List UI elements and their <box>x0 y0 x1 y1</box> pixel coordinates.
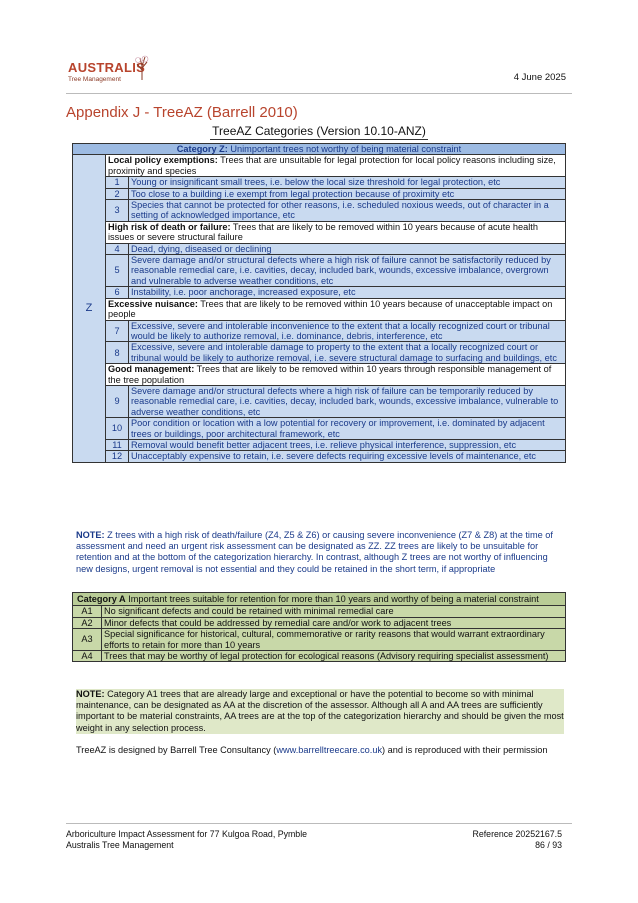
table-row <box>73 451 566 462</box>
document-date: 4 June 2025 <box>513 72 566 83</box>
category-a-text: Important trees suitable for retention for more than 10 years and worthy of being a material constraint <box>125 594 539 604</box>
category-z-header <box>73 144 566 155</box>
footer-left <box>66 829 307 851</box>
item-description: Instability, i.e. poor anchorage, increased exposure, etc <box>129 287 566 298</box>
item-description: Removal would benefit better adjacent trees, i.e. relieve physical interference, suppression, etc <box>129 439 566 450</box>
group-excessive-nuisance: Excessive nuisance: Trees that are likely to be removed within 10 years because of unacceptable impact on people <box>106 298 566 320</box>
group-header-row <box>73 298 566 320</box>
item-number: A2 <box>73 617 102 628</box>
item-number: 1 <box>106 177 129 188</box>
table-row <box>73 439 566 450</box>
category-a-header-row <box>73 593 566 606</box>
page-number: 86 / 93 <box>535 840 562 850</box>
table-row <box>73 200 566 222</box>
table-subtitle: TreeAZ Categories (Version 10.10-ANZ) <box>212 124 426 138</box>
item-number: A1 <box>73 606 102 617</box>
item-description: Special significance for historical, cultural, commemorative or rarity reasons that would warrant extraordinary efforts to retain for more than 10 years <box>102 629 566 651</box>
table-row <box>73 255 566 287</box>
category-z-note <box>76 530 564 575</box>
table-row <box>73 320 566 342</box>
barrell-link[interactable]: www.barrelltreecare.co.uk <box>276 745 383 755</box>
note-label: NOTE: <box>76 689 105 699</box>
category-a-note <box>76 689 564 734</box>
item-number: 3 <box>106 200 129 222</box>
company-name: Australis Tree Management <box>66 840 174 850</box>
item-number: 4 <box>106 243 129 254</box>
table-row <box>73 606 566 617</box>
table-row <box>73 342 566 364</box>
table-row <box>73 188 566 199</box>
report-title: Arboriculture Impact Assessment for 77 Kulgoa Road, Pymble <box>66 829 308 839</box>
header-divider <box>66 93 572 94</box>
category-z-table <box>72 143 566 463</box>
company-logo <box>68 60 145 83</box>
footer-right <box>472 829 562 851</box>
table-row <box>73 177 566 188</box>
tree-icon <box>134 54 150 80</box>
item-description: Species that cannot be protected for other reasons, i.e. scheduled noxious weeds, out of character in a setting of acknowledged importance, etc <box>129 200 566 222</box>
item-number: 9 <box>106 385 129 417</box>
group-header-row <box>73 364 566 386</box>
item-number: 12 <box>106 451 129 462</box>
item-description: Minor defects that could be addressed by remedial care and/or work to adjacent trees <box>102 617 566 628</box>
item-description: Trees that may be worthy of legal protection for ecological reasons (Advisory requiring specialist assessment) <box>102 651 566 662</box>
item-description: Excessive, severe and intolerable inconvenience to the extent that a locally recognized court or tribunal would be likely to authorize removal, i.e. dominance, debris, interference, etc <box>129 320 566 342</box>
table-row <box>73 418 566 440</box>
item-number: 2 <box>106 188 129 199</box>
table-row <box>73 617 566 628</box>
item-number: 5 <box>106 255 129 287</box>
table-row <box>73 385 566 417</box>
footer-divider <box>66 823 572 824</box>
table-row <box>73 651 566 662</box>
item-description: Dead, dying, diseased or declining <box>129 243 566 254</box>
category-z-header-row <box>73 144 566 155</box>
item-number: 11 <box>106 439 129 450</box>
table-row <box>73 243 566 254</box>
category-z-label: Category Z: <box>176 144 228 154</box>
item-number: A4 <box>73 651 102 662</box>
category-z-side-label: Z <box>73 155 106 462</box>
item-description: Severe damage and/or structural defects where a high risk of failure cannot be satisfactorily reduced by reasonable remedial care, i.e. cavities, decay, included bark, wounds, excessive imbalance, overgrown and vulnerable to adverse weather conditions, etc <box>129 255 566 287</box>
category-a-table <box>72 592 566 662</box>
item-number: 10 <box>106 418 129 440</box>
item-number: 8 <box>106 342 129 364</box>
item-description: Poor condition or location with a low potential for recovery or improvement, i.e. dominated by adjacent trees or buildings, poor architectural framework, etc <box>129 418 566 440</box>
category-z-text: Unimportant trees not worthy of being material constraint <box>227 144 462 154</box>
note-label: NOTE: <box>76 530 105 540</box>
group-high-risk: High risk of death or failure: Trees that are likely to be removed within 10 years because of acute health issues or severe structural failure <box>106 221 566 243</box>
logo-wordmark: AUSTRALIS <box>68 60 146 75</box>
item-number: A3 <box>73 629 102 651</box>
table-row <box>73 629 566 651</box>
subtitle-underline <box>210 139 428 140</box>
group-header-row <box>73 221 566 243</box>
credit-text: TreeAZ is designed by Barrell Tree Consultancy (www.barrelltreecare.co.uk) and is reproduced with their permission <box>76 745 548 755</box>
item-description: Too close to a building i.e exempt from legal protection because of proximity etc <box>129 188 566 199</box>
group-header-row <box>73 155 566 177</box>
item-number: 7 <box>106 320 129 342</box>
category-a-label: Category A <box>77 594 126 604</box>
category-a-header <box>73 593 566 606</box>
item-description: No significant defects and could be retained with minimal remedial care <box>102 606 566 617</box>
item-description: Severe damage and/or structural defects where a high risk of failure can be temporarily reduced by reasonable remedial care, i.e. cavities, decay, included bark, wounds, excessive imbalance, vulnerable to adverse weather conditions, etc <box>129 385 566 417</box>
table-row <box>73 287 566 298</box>
item-description: Excessive, severe and intolerable damage to property to the extent that a locally recognized court or tribunal would be likely to authorize removal, i.e. severe structural damage to surfacing and buildings, etc <box>129 342 566 364</box>
group-local-policy: Local policy exemptions: Trees that are unsuitable for legal protection for local policy reasons including size, proximity and species <box>106 155 566 177</box>
note-text: Z trees with a high risk of death/failure (Z4, Z5 & Z6) or causing severe inconvenience (Z7 & Z8) at the time of assessment and need an urgent risk assessment can be designated as ZZ. ZZ trees are likely to be unsuitable for retention and at the bottom of the categorization hierarchy. In contrast, although Z trees are not worthy of influencing new designs, urgent removal is not essential and they could be retained in the short term, if appropriate <box>76 530 553 574</box>
item-description: Unacceptably expensive to retain, i.e. severe defects requiring excessive levels of maintenance, etc <box>129 451 566 462</box>
note-text: Category A1 trees that are already large and exceptional or have the potential to become so with minimal maintenance, can be designated as AA at the discretion of the assessor. Although all A and AA trees are sufficiently important to be material constraints, AA trees are at the top of the categorization hierarchy and should be given the most weight in any selection process. <box>76 689 564 733</box>
reference-number: Reference 20252167.5 <box>472 829 562 839</box>
appendix-title: Appendix J - TreeAZ (Barrell 2010) <box>66 104 298 121</box>
item-description: Young or insignificant small trees, i.e. below the local size threshold for legal protection, etc <box>129 177 566 188</box>
group-good-management: Good management: Trees that are likely to be removed within 10 years through responsible management of the tree population <box>106 364 566 386</box>
logo-tagline: Tree Management <box>68 76 121 83</box>
item-number: 6 <box>106 287 129 298</box>
